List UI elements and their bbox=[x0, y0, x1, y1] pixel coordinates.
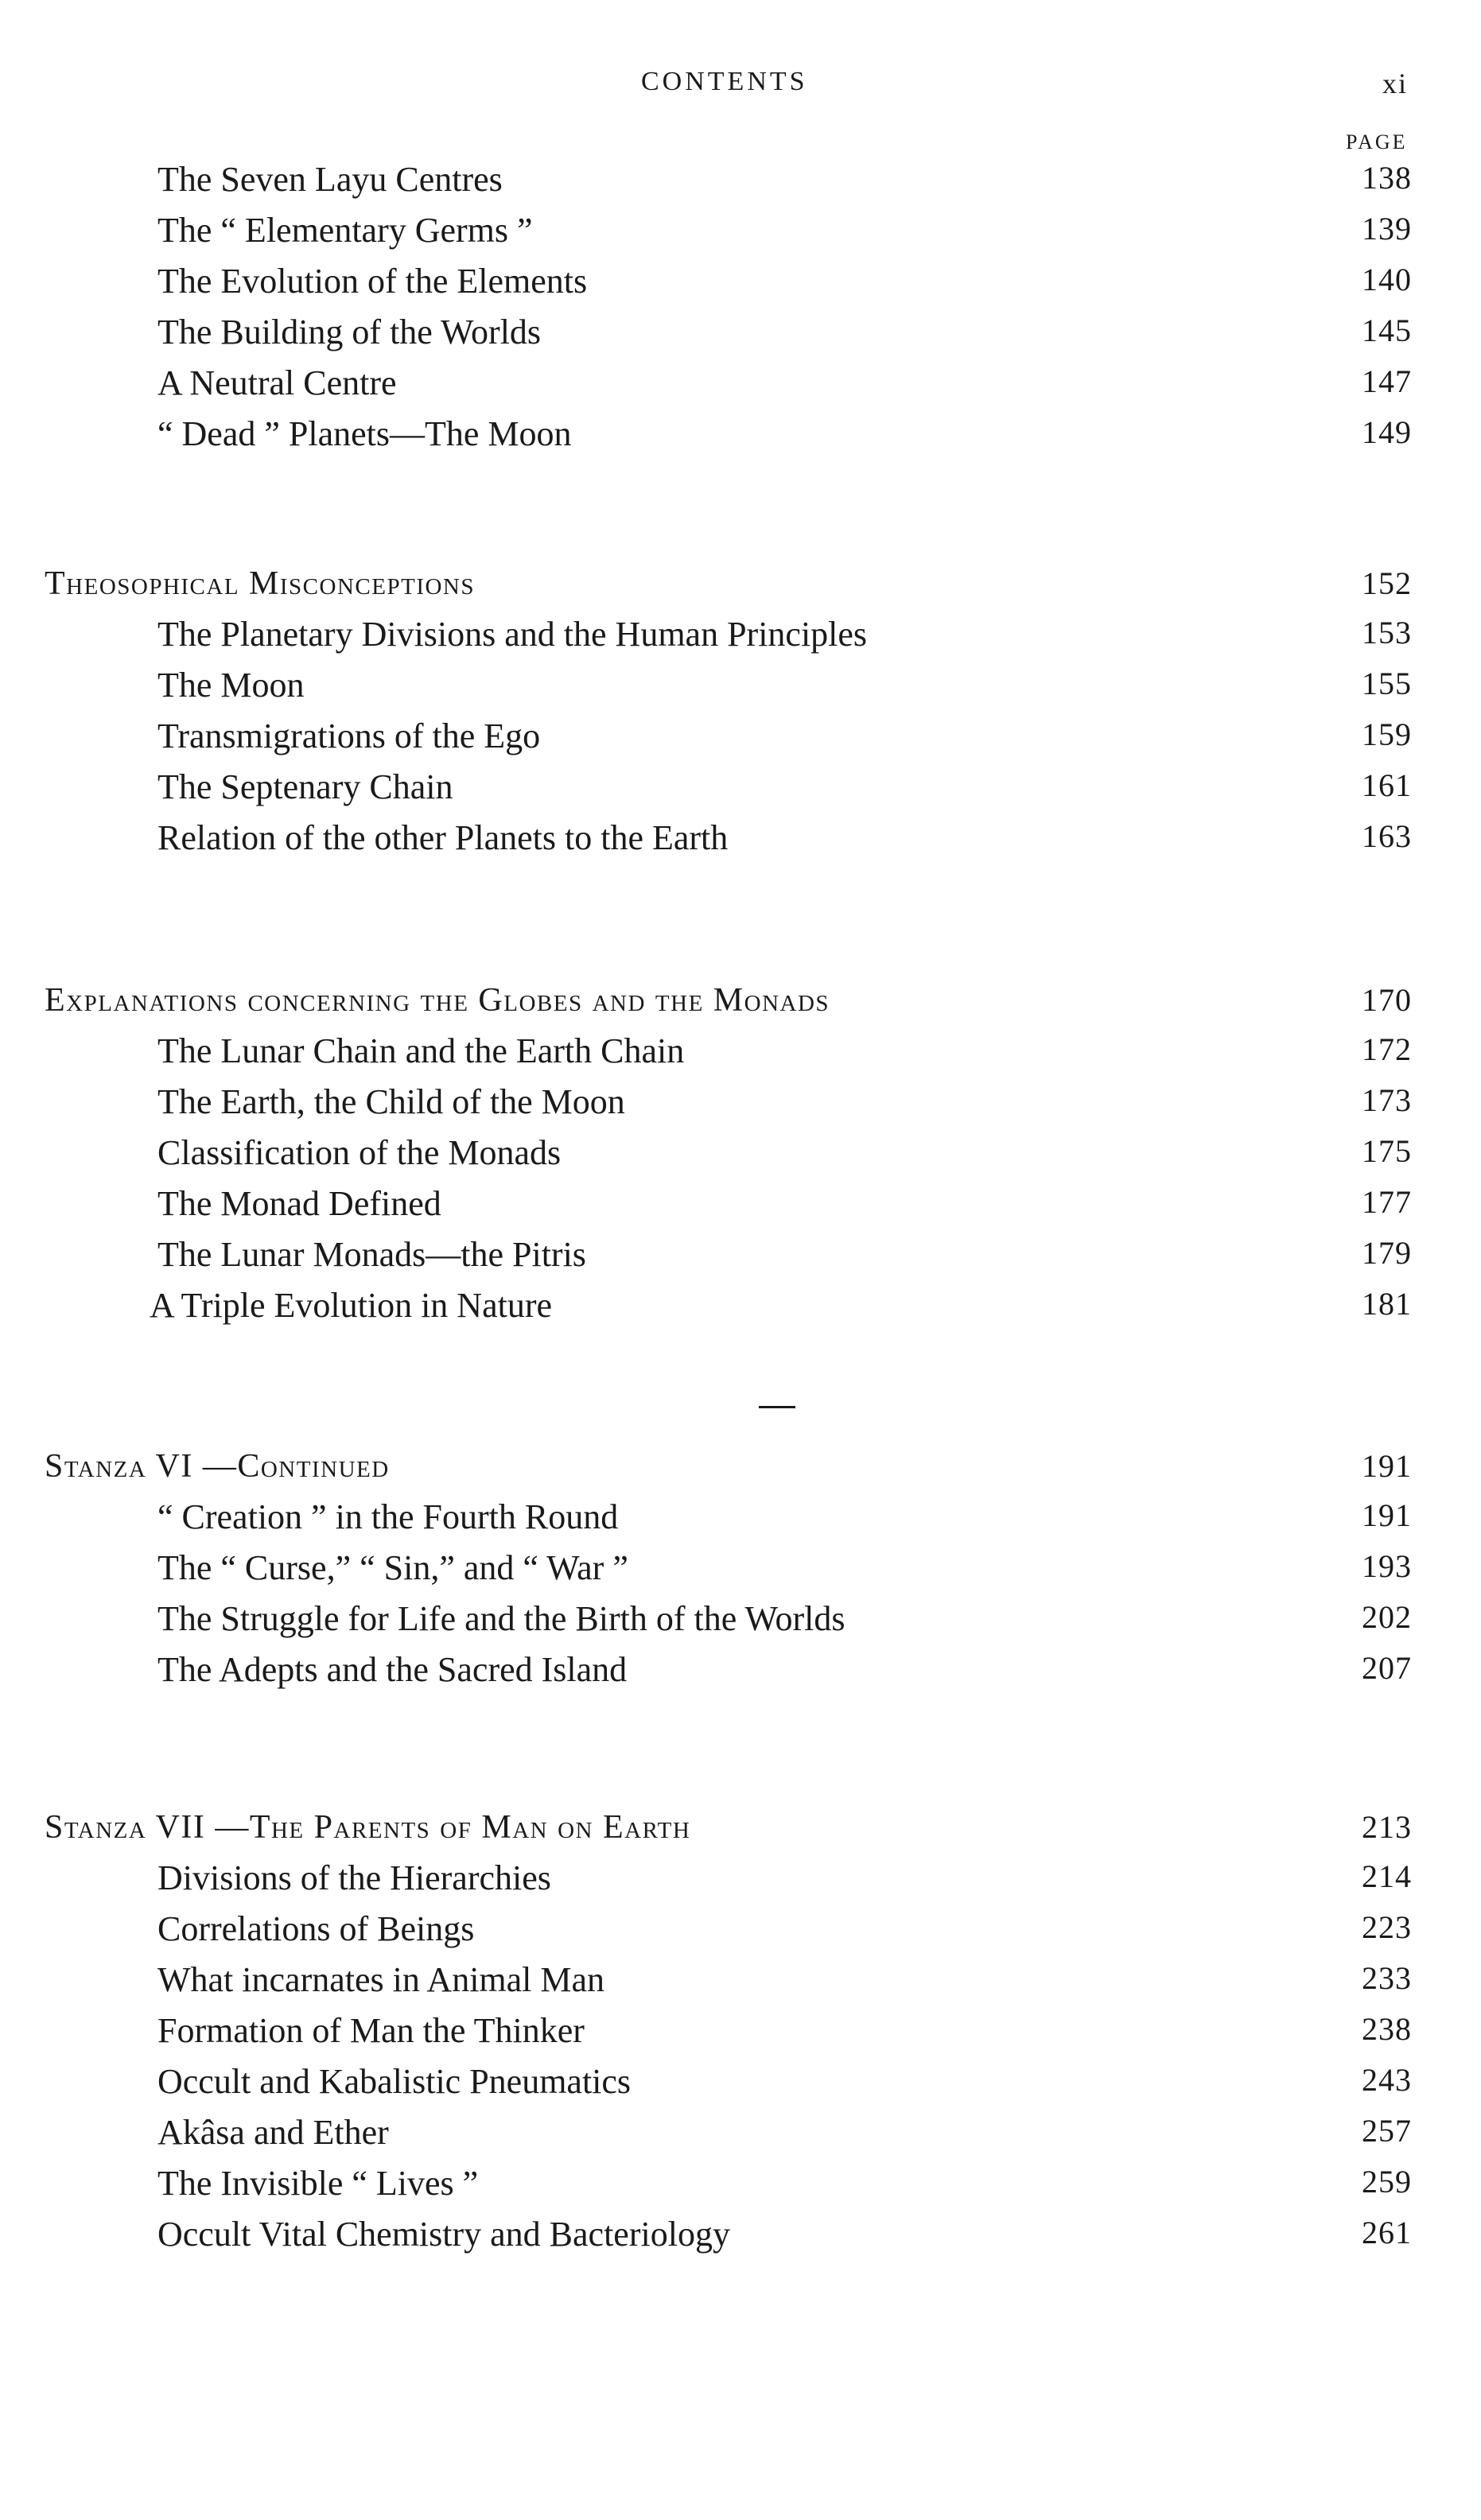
toc-entry-page: 179 bbox=[1362, 1235, 1412, 1271]
toc-entry bbox=[0, 1547, 1481, 1598]
toc-entry-page: 139 bbox=[1362, 211, 1412, 247]
toc-entry bbox=[0, 2061, 1481, 2112]
toc-entry-title: Formation of Man the Thinker bbox=[157, 2011, 585, 2050]
toc-entry-page: 261 bbox=[1362, 2215, 1412, 2250]
toc-entry bbox=[0, 767, 1481, 817]
toc-entry-page: 202 bbox=[1362, 1599, 1412, 1635]
toc-entry-page: 149 bbox=[1362, 414, 1412, 450]
toc-entry bbox=[0, 1234, 1481, 1285]
toc-entry-title: The Planetary Divisions and the Human Principles bbox=[157, 615, 868, 654]
toc-entry-page: 159 bbox=[1362, 716, 1412, 752]
toc-entry bbox=[0, 363, 1481, 414]
toc-entry-page: 238 bbox=[1362, 2011, 1412, 2047]
toc-section-heading bbox=[0, 981, 1481, 1032]
toc-entry-title: The Moon bbox=[157, 666, 305, 705]
toc-entry-page: 172 bbox=[1362, 1031, 1412, 1067]
toc-entry bbox=[0, 665, 1481, 716]
toc-entry-page: 140 bbox=[1362, 262, 1412, 297]
toc-entry-page: 163 bbox=[1362, 818, 1412, 854]
toc-entry bbox=[0, 1081, 1481, 1132]
toc-entry bbox=[0, 614, 1481, 665]
toc-entry-title: Akâsa and Ether bbox=[157, 2113, 389, 2152]
toc-entry-page: 173 bbox=[1362, 1082, 1412, 1118]
toc-entry-page: 191 bbox=[1362, 1497, 1412, 1533]
toc-section-heading bbox=[0, 1808, 1481, 1859]
toc-entry-page: 214 bbox=[1362, 1858, 1412, 1894]
toc-entry-title: Transmigrations of the Ego bbox=[157, 716, 541, 755]
toc-entry bbox=[0, 210, 1481, 261]
toc-entry-title: A Neutral Centre bbox=[157, 363, 397, 402]
toc-entry-title: “ Creation ” in the Fourth Round bbox=[157, 1497, 619, 1536]
toc-entry-title: The “ Elementary Germs ” bbox=[157, 211, 533, 250]
toc-entry-title: Relation of the other Planets to the Earth bbox=[157, 818, 729, 857]
toc-entry-title: The Building of the Worlds bbox=[157, 313, 542, 351]
toc-entry-page: 233 bbox=[1362, 1960, 1412, 1996]
toc-entry-title: Occult and Kabalistic Pneumatics bbox=[157, 2062, 632, 2101]
toc-entry-title: Classification of the Monads bbox=[157, 1133, 562, 1172]
toc-entry bbox=[0, 1858, 1481, 1908]
toc-entry bbox=[0, 2010, 1481, 2061]
toc-entry bbox=[0, 1497, 1481, 1547]
toc-entry bbox=[0, 2214, 1481, 2265]
toc-entry-page: 193 bbox=[1362, 1548, 1412, 1584]
toc-entry-title: The Evolution of the Elements bbox=[157, 262, 588, 301]
toc-entry-title: What incarnates in Animal Man bbox=[157, 1960, 605, 1999]
toc-entry bbox=[0, 2112, 1481, 2163]
toc-entry-page: 177 bbox=[1362, 1184, 1412, 1220]
toc-entry bbox=[0, 1031, 1481, 1081]
toc-heading-title: Stanza VI —Continued bbox=[45, 1448, 390, 1485]
toc-entry-title: The Lunar Chain and the Earth Chain bbox=[157, 1031, 685, 1070]
page-number: xi bbox=[1382, 68, 1409, 99]
toc-entry bbox=[0, 312, 1481, 363]
toc-entry-title: The Septenary Chain bbox=[157, 767, 453, 806]
toc-section-heading bbox=[0, 1447, 1481, 1498]
toc-entry-page: 257 bbox=[1362, 2113, 1412, 2149]
toc-heading-page: 152 bbox=[1362, 565, 1412, 601]
toc-entry bbox=[0, 1132, 1481, 1183]
toc-entry bbox=[0, 1959, 1481, 2010]
toc-entry-title: The Monad Defined bbox=[157, 1184, 441, 1223]
toc-entry-title: A Triple Evolution in Nature bbox=[150, 1286, 552, 1325]
toc-entry-title: The Lunar Monads—the Pitris bbox=[157, 1235, 586, 1274]
toc-entry-page: 175 bbox=[1362, 1133, 1412, 1169]
toc-entry bbox=[0, 1908, 1481, 1959]
toc-heading-page: 213 bbox=[1362, 1809, 1412, 1845]
toc-heading-title: Stanza VII —The Parents of Man on Earth bbox=[45, 1809, 691, 1846]
toc-entry-page: 155 bbox=[1362, 666, 1412, 701]
toc-entry-page: 259 bbox=[1362, 2164, 1412, 2200]
toc-heading-page: 170 bbox=[1362, 982, 1412, 1018]
toc-entry-title: The Seven Layu Centres bbox=[157, 160, 503, 199]
toc-heading-page: 191 bbox=[1362, 1448, 1412, 1484]
toc-entry bbox=[0, 159, 1481, 210]
running-title: CONTENTS bbox=[641, 67, 808, 96]
toc-entry-page: 147 bbox=[1362, 363, 1412, 399]
toc-entry bbox=[0, 414, 1481, 464]
toc-entry-title: The Earth, the Child of the Moon bbox=[157, 1082, 625, 1121]
toc-entry bbox=[0, 1649, 1481, 1700]
toc-entry bbox=[0, 261, 1481, 312]
toc-entry bbox=[0, 716, 1481, 767]
toc-heading-title: Theosophical Misconceptions bbox=[45, 565, 475, 602]
toc-heading-title: Explanations concerning the Globes and the Monads bbox=[45, 982, 830, 1019]
toc-entry-title: Occult Vital Chemistry and Bacteriology bbox=[157, 2215, 730, 2254]
toc-entry-title: The Struggle for Life and the Birth of the Worlds bbox=[157, 1599, 845, 1638]
toc-entry-page: 207 bbox=[1362, 1650, 1412, 1686]
toc-entry bbox=[0, 1183, 1481, 1234]
toc-entry-title: The Invisible “ Lives ” bbox=[157, 2164, 479, 2203]
toc-entry-title: Divisions of the Hierarchies bbox=[157, 1858, 551, 1897]
toc-entry bbox=[0, 1285, 1481, 1336]
running-head bbox=[0, 67, 1481, 115]
toc-entry-page: 181 bbox=[1362, 1286, 1412, 1322]
toc-entry-page: 145 bbox=[1362, 313, 1412, 348]
toc-entry bbox=[0, 2163, 1481, 2214]
section-divider bbox=[759, 1406, 795, 1408]
toc-entry-page: 138 bbox=[1362, 160, 1412, 196]
toc-entry-page: 223 bbox=[1362, 1909, 1412, 1945]
page-column-label: PAGE bbox=[1346, 130, 1408, 153]
toc-entry-title: “ Dead ” Planets—The Moon bbox=[157, 414, 572, 453]
toc-entry-page: 243 bbox=[1362, 2062, 1412, 2098]
toc-entry-page: 153 bbox=[1362, 615, 1412, 650]
toc-entry bbox=[0, 817, 1481, 868]
toc-section-heading bbox=[0, 565, 1481, 615]
toc-entry-title: The Adepts and the Sacred Island bbox=[157, 1650, 628, 1689]
toc-entry-title: The “ Curse,” “ Sin,” and “ War ” bbox=[157, 1548, 628, 1587]
toc-entry bbox=[0, 1598, 1481, 1649]
toc-entry-title: Correlations of Beings bbox=[157, 1909, 475, 1948]
toc-entry-page: 161 bbox=[1362, 767, 1412, 803]
